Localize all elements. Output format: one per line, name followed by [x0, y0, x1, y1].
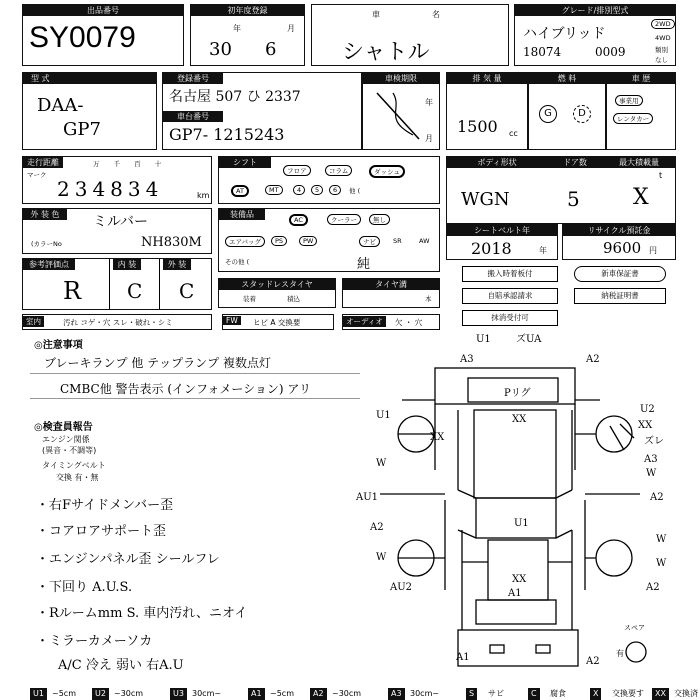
dm-a2c: A2 — [370, 522, 384, 533]
spare-tire-loaded: 積込 — [287, 295, 300, 303]
model-name: シャトル — [342, 40, 430, 65]
dm-a2d: A2 — [646, 582, 660, 593]
seatbelt-label: シートベルト年 — [447, 225, 557, 236]
displacement-unit: cc — [509, 129, 518, 138]
grade-type-num: 0009 — [595, 45, 626, 59]
equip-other-label: その他 ( — [225, 258, 250, 266]
reg-year-year: 30 — [209, 39, 232, 60]
dm-a2b: A2 — [650, 492, 664, 503]
legend-value: 腐食 — [550, 689, 566, 698]
shift-other: 他 ( — [349, 187, 361, 195]
spare-tire-label: スタッドレスタイヤ — [219, 279, 335, 290]
displacement-value: 1500 — [457, 117, 498, 136]
equip-pw: PW — [299, 236, 317, 246]
doc-plate-button[interactable]: 搬入時着板付 — [462, 266, 558, 282]
dm-w1: W — [376, 458, 387, 469]
equip-none: 無し — [369, 214, 390, 225]
fuel-gas-selected: G — [539, 105, 557, 123]
legend-key: A3 — [388, 688, 405, 700]
score-exterior: C — [179, 279, 195, 303]
dm-au1: AU1 — [356, 492, 379, 503]
dm-a2e: A2 — [586, 656, 600, 667]
legend-value: ~30cm — [114, 689, 144, 698]
model-label-sha: 車 — [372, 10, 380, 19]
car-damage-diagram — [340, 330, 680, 688]
legend-value: 30cm~ — [410, 689, 440, 698]
drive-2wd: 2WD — [651, 19, 675, 29]
dm-u1-left: U1 — [376, 410, 391, 421]
registration-value: 名古屋 507 ひ 2337 — [169, 89, 301, 105]
history-box — [606, 72, 676, 150]
legend-key: S — [466, 688, 477, 700]
doc-warranty-button[interactable]: 新車保証書 — [574, 266, 666, 282]
legend-value: ~5cm — [270, 689, 294, 698]
report-line: ・ミラーカメーソカ — [36, 634, 153, 649]
dm-u2: U2 — [640, 404, 655, 415]
legend-value: 30cm~ — [192, 689, 222, 698]
model-label-mei: 名 — [432, 10, 440, 19]
notes-line-1: ブレーキランプ 他 テップランプ 複数点灯 — [44, 356, 271, 370]
equip-airbag: エアバッグ — [225, 236, 265, 247]
scores-box — [22, 258, 212, 310]
legend-key: A1 — [248, 688, 265, 700]
spare-wheel — [626, 642, 646, 662]
interior-cond-box — [22, 314, 212, 330]
dm-spare-label: スペア — [624, 624, 645, 632]
kind-none: なし — [655, 56, 668, 64]
dm-w4: W — [376, 552, 387, 563]
equipment-label: 装備品 — [219, 209, 265, 220]
doors-value: 5 — [567, 187, 580, 211]
interior-cond-items: 汚れ コゲ・穴 スレ・破れ・シミ — [63, 318, 173, 327]
fw-box — [222, 314, 334, 330]
kata-label: 型 式 — [23, 73, 156, 84]
mileage-box — [22, 156, 212, 204]
kind-label: 類別 — [655, 46, 668, 54]
report-line: ・コアロアサポート歪 — [36, 524, 167, 539]
kata-value2: GP7 — [63, 119, 101, 140]
equip-ps: PS — [271, 236, 287, 246]
report-line: A/C 冷え 弱い 右A.U — [58, 658, 184, 673]
legend-value: 交換要す — [612, 689, 644, 698]
dm-w2: W — [646, 468, 657, 479]
chassis-value: GP7- 1215243 — [169, 125, 285, 144]
capacity-unit: t — [659, 171, 663, 180]
notes-line-2: CMBC他 警告表示 (インフォメーション) アリ — [60, 382, 311, 396]
grade-box — [514, 4, 676, 66]
fuel-label: 燃 料 — [529, 73, 605, 84]
seatbelt-value: 2018 — [471, 239, 512, 258]
inspection-crossed-out — [373, 89, 423, 144]
dm-a1b: A1 — [456, 652, 470, 663]
shift-4: 4 — [293, 185, 305, 195]
dm-a3: A3 — [460, 354, 474, 365]
reg-year-month: 6 — [265, 39, 277, 60]
color-value: ミルバー — [93, 214, 149, 230]
fw-label: FW — [223, 316, 241, 325]
chassis-label: 車台番号 — [163, 111, 223, 122]
score-overall: R — [63, 277, 82, 305]
lot-box — [22, 4, 184, 66]
doc-jibai-button[interactable]: 自賠承認請求 — [462, 288, 558, 304]
fuel-diesel: D — [573, 105, 591, 123]
inspector-timing: タイミングベルト — [42, 461, 106, 470]
registration-box — [162, 72, 362, 150]
shift-mt: MT — [265, 185, 283, 195]
dm-au2: AU2 — [390, 582, 413, 593]
dm-a3b: A3 — [644, 454, 658, 465]
history-business: 事業用 — [615, 95, 643, 106]
shift-box — [218, 156, 440, 204]
dm-xx-left: XX — [430, 432, 445, 443]
body-type-label: ボディ形状 — [447, 157, 547, 168]
legend-key: U2 — [92, 688, 109, 700]
recycle-label: リサイクル預託金 — [563, 225, 675, 236]
lot-number: SY0079 — [29, 21, 136, 54]
body-type-value: WGN — [461, 189, 510, 210]
notes-label: ◎注意事項 — [34, 340, 83, 351]
doc-tax-button[interactable]: 納税証明書 — [574, 288, 666, 304]
registration-label: 登録番号 — [163, 73, 223, 84]
report-line: ・右Fサイドメンバー歪 — [36, 498, 174, 513]
dm-u1-center: U1 — [514, 518, 529, 529]
inspector-engine: エンジン関係 — [42, 435, 90, 444]
legend-bar — [0, 688, 700, 700]
legend-value: ~30cm — [332, 689, 362, 698]
inspection-year-label: 年 — [425, 98, 433, 107]
kata-value1: DAA- — [37, 95, 84, 116]
dm-xx3: XX — [512, 574, 527, 585]
interior-cond-label: 室内 — [23, 316, 44, 327]
displacement-box — [446, 72, 528, 150]
inspection-label: 車検期限 — [363, 73, 439, 84]
scores-exterior-label: 外 装 — [163, 259, 191, 270]
dm-a1: A1 — [508, 588, 522, 599]
seatbelt-unit: 年 — [539, 246, 547, 255]
fw-items: ヒビ A 交換要 — [253, 318, 301, 327]
mileage-units: 万 千 百 十 — [93, 160, 168, 168]
shift-at-selected: AT — [231, 185, 249, 197]
grade-value: ハイブリッド — [523, 26, 606, 42]
tire-depth-label: タイヤ溝 — [343, 279, 439, 290]
legend-key: A2 — [310, 688, 327, 700]
legend-key: U1 — [30, 688, 47, 700]
equipment-box — [218, 208, 440, 272]
history-label: 車 歴 — [607, 73, 675, 84]
report-line: ・エンジンパネル歪 シールフレ — [36, 552, 220, 567]
audio-items: 欠 ・ 穴 — [395, 318, 423, 327]
inspection-box — [362, 72, 440, 150]
legend-key: C — [528, 688, 540, 700]
equip-sr: SR — [393, 237, 402, 245]
dm-prug: Pリグ — [504, 388, 531, 399]
scores-interior-label: 内 装 — [113, 259, 141, 270]
shift-floor: フロア — [283, 165, 311, 176]
tire-depth-box — [342, 278, 440, 308]
rear-right-wheel — [596, 540, 632, 576]
equip-aw: AW — [419, 237, 430, 245]
audio-box — [342, 314, 440, 330]
color-code: NH830M — [141, 235, 202, 250]
equip-other-value: 純 — [357, 257, 371, 272]
reg-year-box — [190, 4, 305, 66]
body-box — [446, 156, 676, 224]
color-label: 外 装 色 — [23, 209, 67, 220]
audio-label: オーディオ — [343, 316, 386, 327]
seatbelt-box — [446, 224, 558, 260]
legend-key: U3 — [170, 688, 187, 700]
grade-type-code: 18074 — [523, 45, 562, 59]
recycle-box — [562, 224, 676, 260]
recycle-unit: 円 — [649, 246, 657, 255]
inspector-timing2: 交換 有・無 — [56, 473, 99, 482]
report-line: ・Rルームmm S. 車内汚れ、ニオイ — [36, 606, 248, 621]
legend-value: サビ — [488, 689, 504, 698]
mileage-value: 234834 — [57, 177, 164, 201]
capacity-value: X — [633, 185, 649, 210]
legend-value: ~5cm — [52, 689, 76, 698]
rear-bumper — [458, 630, 578, 666]
dm-u1-top: U1 — [476, 334, 491, 345]
dm-xx2: XX — [638, 420, 653, 431]
reg-year-year-label: 年 — [233, 24, 241, 33]
kata-box — [22, 72, 157, 150]
model-box — [311, 4, 509, 66]
capacity-label: 最大積載量 — [603, 157, 675, 168]
dm-zure: ズレ — [644, 436, 664, 447]
legend-key: XX — [652, 688, 669, 700]
dm-w3: W — [656, 534, 667, 545]
equip-ac-selected: AC — [289, 214, 308, 226]
inspector-engine2: (異音・不調等) — [42, 446, 97, 455]
shift-6: 6 — [329, 185, 341, 195]
doors-label: ドア数 — [547, 157, 603, 168]
drive-4wd: 4WD — [655, 34, 671, 42]
recycle-value: 9600 — [603, 239, 642, 257]
history-rental: レンタカー — [613, 113, 653, 124]
grade-label: グレード/排別型式 — [515, 5, 675, 16]
shift-column: コラム — [325, 165, 352, 176]
color-code-label: (カラーNo — [31, 240, 62, 248]
scores-label: 参考評価点 — [23, 259, 75, 270]
dm-xx1: XX — [512, 414, 527, 425]
spare-tire-have: 装着 — [243, 295, 256, 303]
spare-tire-box — [218, 278, 336, 308]
mileage-mark-label: マーク — [27, 171, 47, 179]
dm-w5: W — [656, 558, 667, 569]
reg-year-label: 初年度登録 — [191, 5, 304, 16]
lot-label: 出品番号 — [23, 5, 183, 16]
mileage-label: 走行距離 — [23, 157, 63, 168]
tire-depth-unit: 本 — [425, 295, 432, 303]
legend-value: 交換済 — [674, 689, 698, 698]
shift-label: シフト — [219, 157, 271, 168]
equip-cooler: クーラー — [327, 214, 361, 225]
fuel-box — [528, 72, 606, 150]
displacement-label: 排 気 量 — [447, 73, 527, 84]
dm-a2: A2 — [586, 354, 600, 365]
dm-zu-a: ズUA — [516, 334, 542, 345]
shift-5: 5 — [311, 185, 323, 195]
equip-navi: ナビ — [359, 236, 380, 247]
doc-cancel-button[interactable]: 抹消受付可 — [462, 310, 558, 326]
inspector-label: ◎検査員報告 — [34, 422, 93, 433]
shift-dash-selected: ダッシュ — [369, 165, 405, 178]
mileage-unit: km — [197, 191, 210, 200]
report-line: ・下回り A.U.S. — [36, 580, 133, 595]
dm-spare-have: 有 — [616, 649, 624, 658]
inspection-month-label: 月 — [425, 134, 433, 143]
reg-year-month-label: 月 — [287, 24, 295, 33]
legend-key: X — [590, 688, 601, 700]
color-box — [22, 208, 212, 254]
score-interior: C — [127, 279, 143, 303]
